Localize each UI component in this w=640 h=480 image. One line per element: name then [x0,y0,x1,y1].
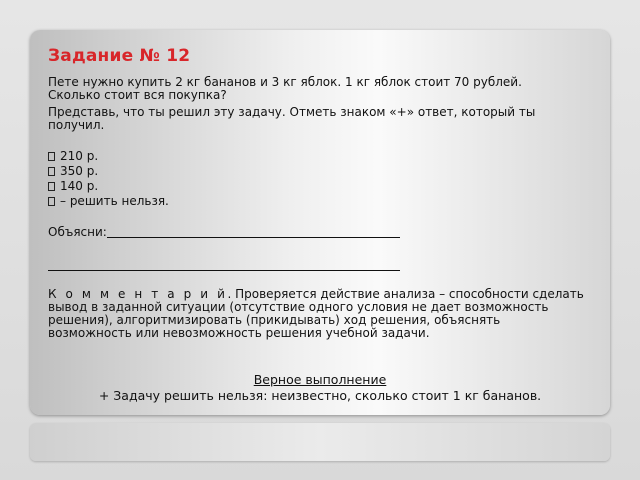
correct-answer-title: Верное выполнение [253,372,387,387]
explain-line [48,226,600,239]
checkbox-icon[interactable] [48,152,55,161]
commentary-line-1-rest: . Проверяется действие анализа – способности сделать [227,287,584,301]
problem-line-1: Пете нужно купить 2 кг бананов и 3 кг яблок. 1 кг яблок стоит 70 рублей. [48,75,522,89]
explain-blank[interactable] [107,226,400,238]
answer-option[interactable] [48,164,600,179]
commentary-line-2: вывод в заданной ситуации (отсутствие одного условия не дает возможность [48,300,549,314]
explain-label: Объясни: [48,225,107,239]
answer-option-label: 210 р. [60,149,99,163]
task-body [48,76,600,340]
footer-band [30,423,610,461]
checkbox-icon[interactable] [48,197,55,206]
answer-option-label: 350 р. [60,164,99,178]
answer-option[interactable] [48,179,600,194]
problem-line-3: Представь, что ты решил эту задачу. Отметь знаком «+» ответ, который ты [48,105,536,119]
problem-line-4: получил. [48,118,105,132]
checkbox-icon[interactable] [48,182,55,191]
answer-option[interactable] [48,149,600,164]
commentary-line-4: возможность или невозможность решения учебной задачи. [48,326,430,340]
task-title: Задание № 12 [48,46,191,66]
slide-panel [30,30,610,415]
answer-option-label: – решить нельзя. [60,194,169,208]
answer-option[interactable] [48,194,600,209]
answer-option-label: 140 р. [60,179,99,193]
commentary-prefix: К о м м е н т а р и й [48,287,228,301]
problem-line-2: Сколько стоит вся покупка? [48,88,227,102]
commentary-line-3: решения), алгоритмизировать (прикидывать) ход решения, объяснять [48,313,501,327]
correct-answer-text: + Задачу решить нельзя: неизвестно, сколько стоит 1 кг бананов. [98,388,542,403]
checkbox-icon[interactable] [48,167,55,176]
